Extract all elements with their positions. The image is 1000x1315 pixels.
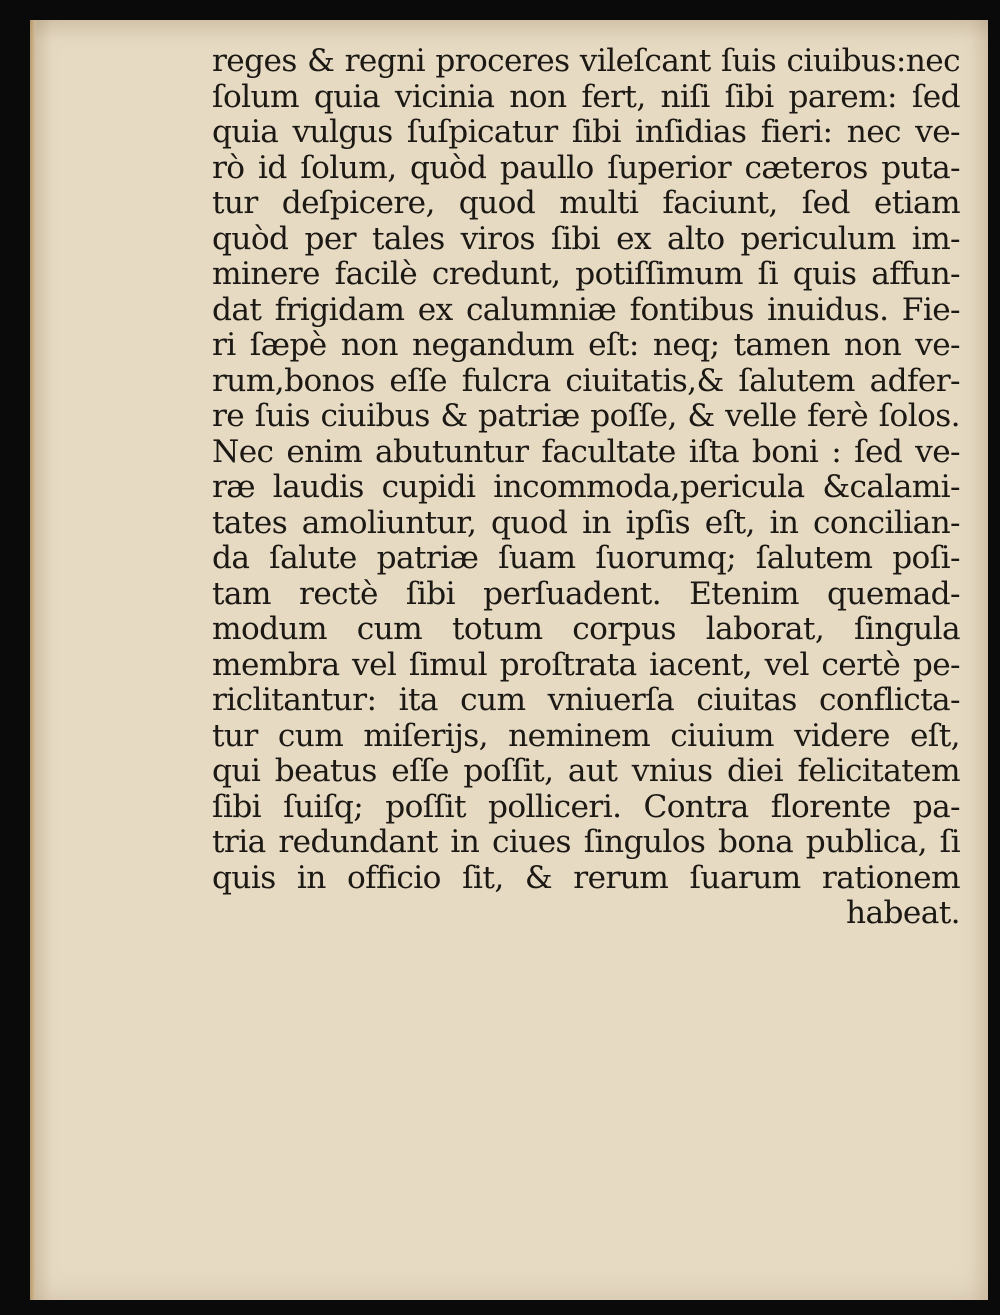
text-line: quis in officio ſit, & rerum ſuarum rationem [212,860,960,896]
catchword: habeat. [846,896,960,931]
text-line: tates amoliuntur, quod in ipſis eſt, in concilian- [212,505,960,541]
text-line: dat frigidam ex calumniæ fontibus inuidus. Fie- [212,292,960,328]
text-line: quia vulgus ſuſpicatur ſibi inſidias fieri: nec ve- [212,115,960,150]
text-line: re ſuis ciuibus & patriæ poſſe, & velle ferè ſolos. [212,399,960,434]
text-line: reges & regni proceres vileſcant ſuis ciuibus:nec [212,44,960,79]
text-line: rum,bonos eſſe fulcra ciuitatis,& ſalutem adfer- [212,363,960,399]
text-line: ræ laudis cupidi incommoda,pericula &calami- [212,470,960,505]
text-line: ſolum quia vicinia non fert, niſi ſibi parem: ſed [212,79,960,115]
text-line: quòd per tales viros ſibi ex alto periculum im- [212,221,960,257]
text-line: da ſalute patriæ ſuam ſuorumq; ſalutem poſi- [212,541,960,576]
text-line: minere facilè credunt, potiſſimum ſi quis affun- [212,257,960,292]
text-line: tur cum miſerijs, neminem ciuium videre eſt, [212,718,960,754]
text-line: ſibi ſuiſq; poſſit polliceri. Contra florente pa- [212,789,960,825]
text-line: riclitantur: ita cum vniuerſa ciuitas conflicta- [212,683,960,718]
text-line: membra vel ſimul proſtrata iacent, vel certè pe- [212,647,960,683]
text-line: Nec enim abutuntur facultate iſta boni : ſed ve- [212,434,960,470]
text-line: ri ſæpè non negandum eſt: neq; tamen non ve- [212,328,960,363]
text-line: modum cum totum corpus laborat, ſingula [212,612,960,647]
text-line: tria redundant in ciues ſingulos bona publica, ſi [212,825,960,860]
text-line: tam rectè ſibi perſuadent. Etenim quemad- [212,576,960,612]
text-line: tur deſpicere, quod multi faciunt, ſed etiam [212,186,960,221]
body-text [212,44,960,932]
text-line: qui beatus eſſe poſſit, aut vnius diei felicitatem [212,754,960,789]
page-gutter-edge [30,20,36,1300]
text-line: rò id ſolum, quòd paullo ſuperior cæteros puta- [212,150,960,186]
